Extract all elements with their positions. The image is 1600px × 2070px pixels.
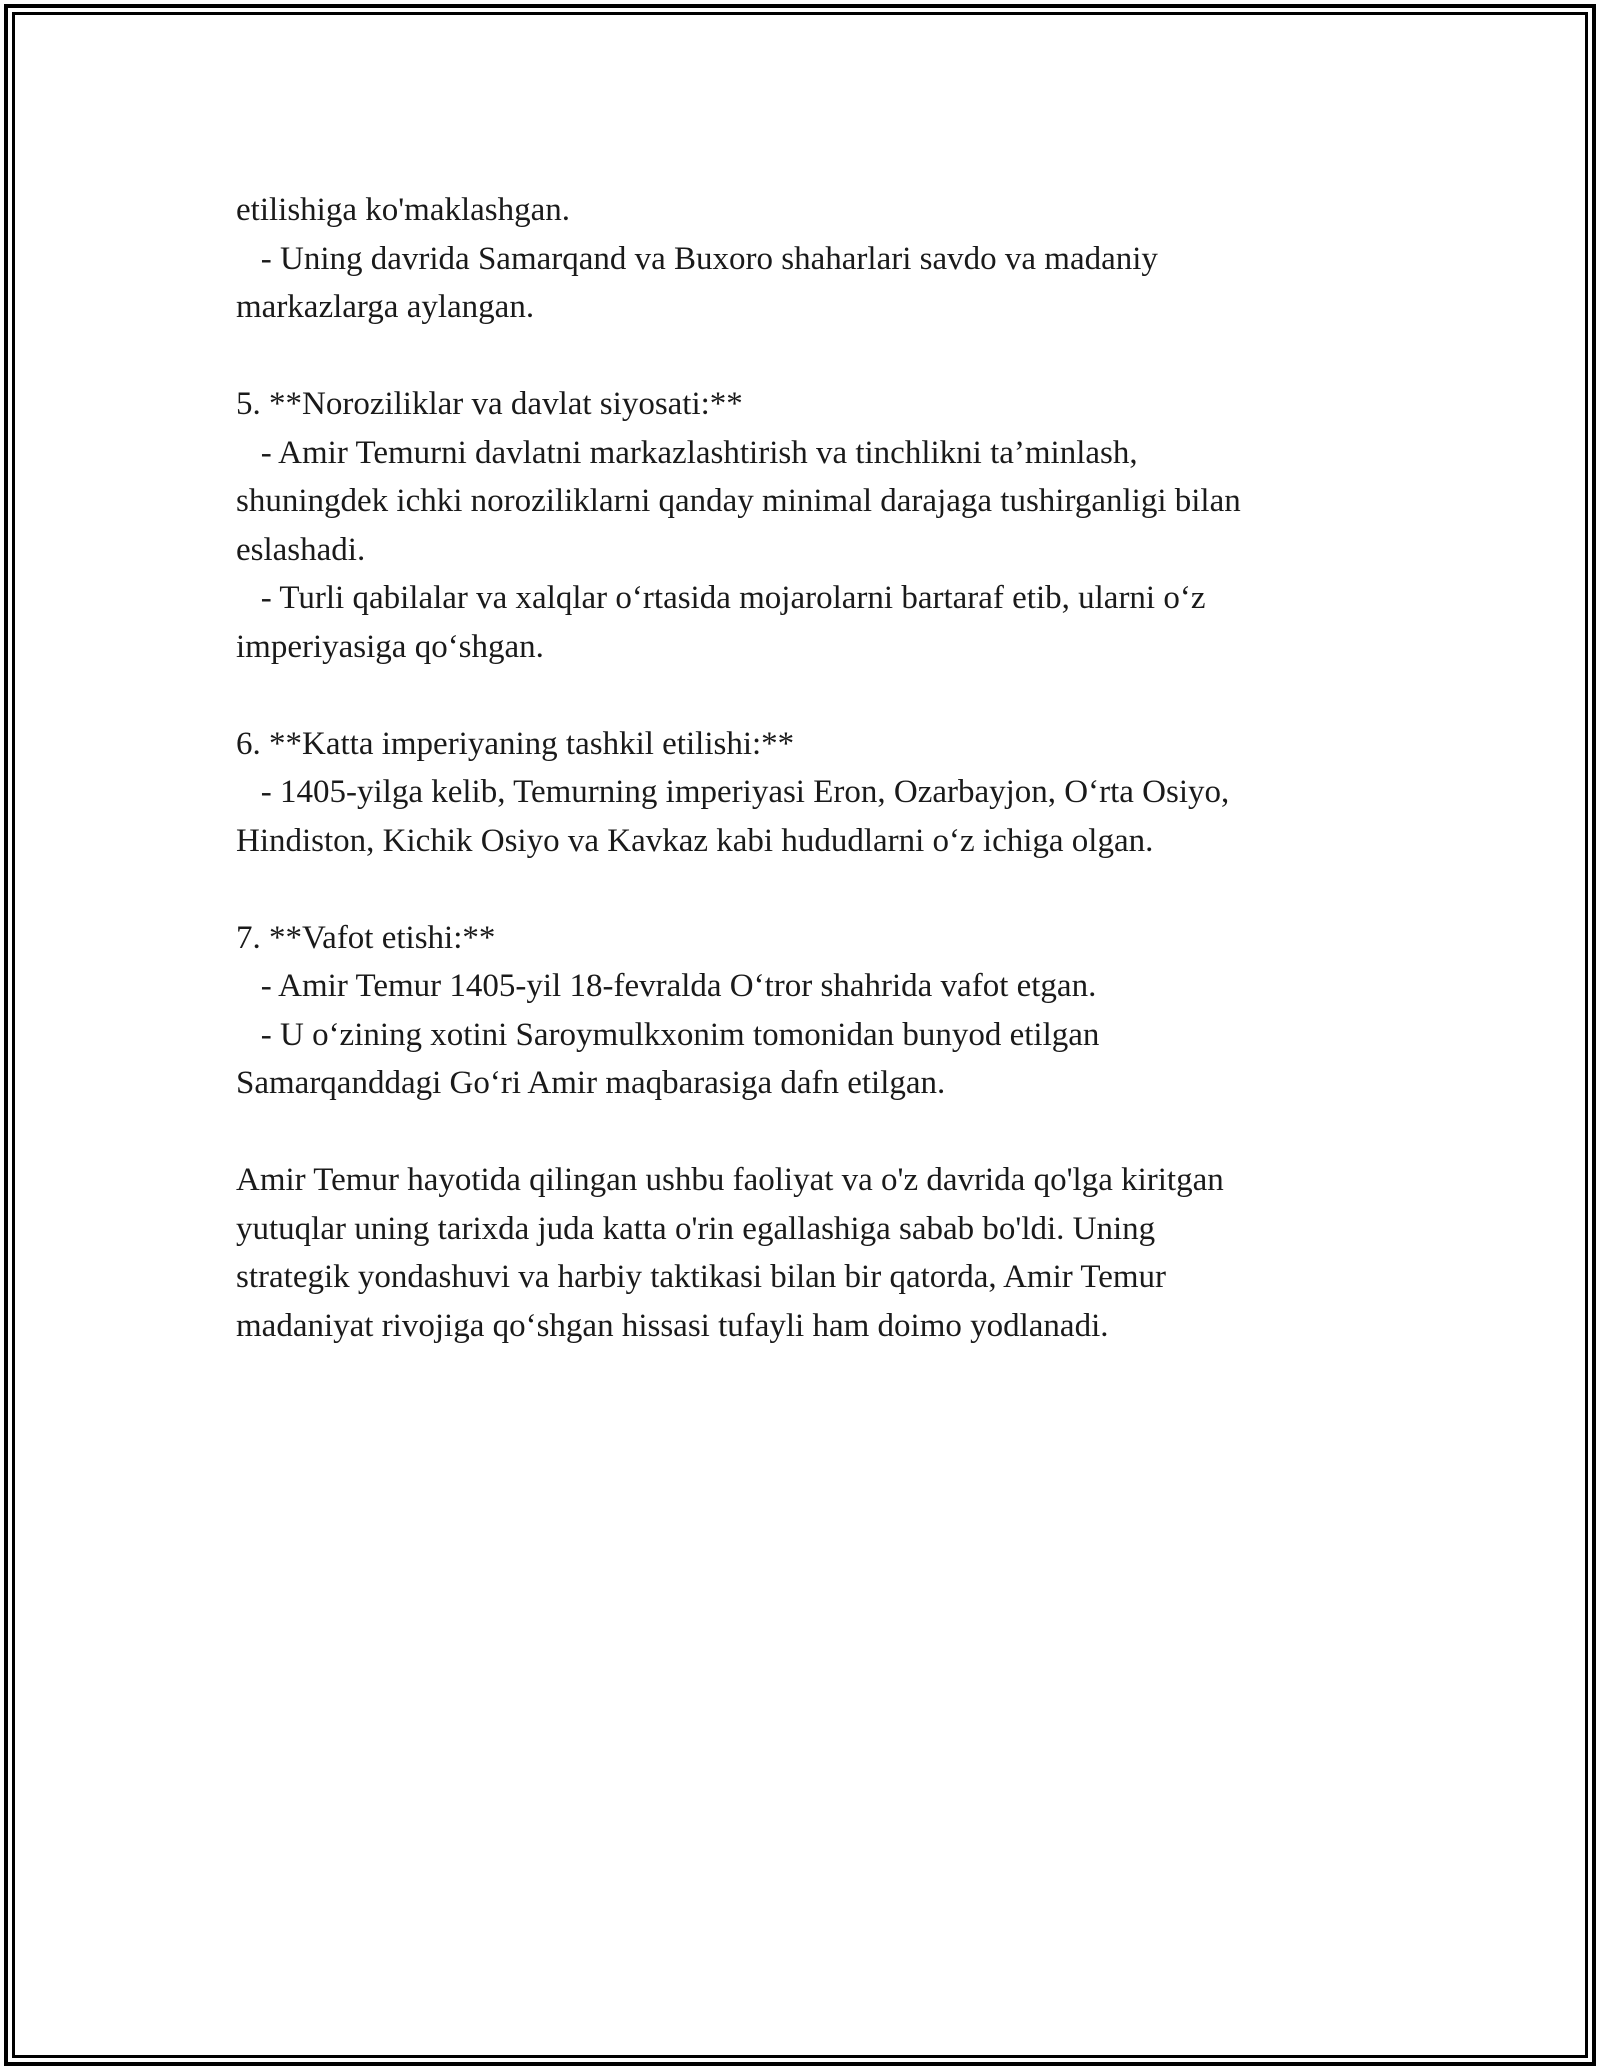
text-line: - 1405-yilga kelib, Temurning imperiyasi Eron, Ozarbayjon, O‘rta Osiyo, xyxy=(236,774,1230,810)
paragraph-gap xyxy=(236,1108,1386,1157)
text-line: Samarqanddagi Go‘ri Amir maqbarasiga dafn etilgan. xyxy=(236,1065,946,1101)
text-line: markazlarga aylangan. xyxy=(236,289,535,325)
document-body xyxy=(236,186,1386,1350)
text-line: - Turli qabilalar va xalqlar o‘rtasida mojarolarni bartaraf etib, ularni o‘z xyxy=(236,580,1206,616)
conclusion-line: Amir Temur hayotida qilingan ushbu faoliyat va o'z davrida qo'lga kiritgan xyxy=(236,1162,1224,1198)
text-line: eslashadi. xyxy=(236,531,366,568)
conclusion-line: madaniyat rivojiga qo‘shgan hissasi tufayli ham doimo yodlanadi. xyxy=(236,1307,1109,1344)
text-line: - Amir Temurni davlatni markazlashtirish va tinchlikni ta’minlash, xyxy=(236,434,1138,471)
section-heading: 7. **Vafot etishi:** xyxy=(236,919,496,956)
paragraph-gap xyxy=(236,865,1386,914)
section-heading: 6. **Katta imperiyaning tashkil etilishi:** xyxy=(236,725,795,762)
conclusion-line: strategik yondashuvi va harbiy taktikasi bilan bir qatorda, Amir Temur xyxy=(236,1259,1167,1295)
paragraph-gap xyxy=(236,332,1386,381)
text-line: - U o‘zining xotini Saroymulkxonim tomonidan bunyod etilgan xyxy=(236,1016,1100,1053)
text-line: - Uning davrida Samarqand va Buxoro shaharlari savdo va madaniy xyxy=(236,240,1158,277)
section-heading: 5. **Noroziliklar va davlat siyosati:** xyxy=(236,386,743,422)
paragraph-gap xyxy=(236,671,1386,720)
text-line: Hindiston, Kichik Osiyo va Kavkaz kabi hududlarni o‘z ichiga olgan. xyxy=(236,822,1154,859)
text-line: imperiyasiga qo‘shgan. xyxy=(236,628,544,665)
text-line: - Amir Temur 1405-yil 18-fevralda O‘tror shahrida vafot etgan. xyxy=(236,968,1097,1004)
text-line: shuningdek ichki noroziliklarni qanday minimal darajaga tushirganligi bilan xyxy=(236,483,1241,519)
conclusion-line: yutuqlar uning tarixda juda katta o'rin egallashiga sabab bo'ldi. Uning xyxy=(236,1210,1156,1247)
text-line: etilishiga ko'maklashgan. xyxy=(236,192,571,228)
